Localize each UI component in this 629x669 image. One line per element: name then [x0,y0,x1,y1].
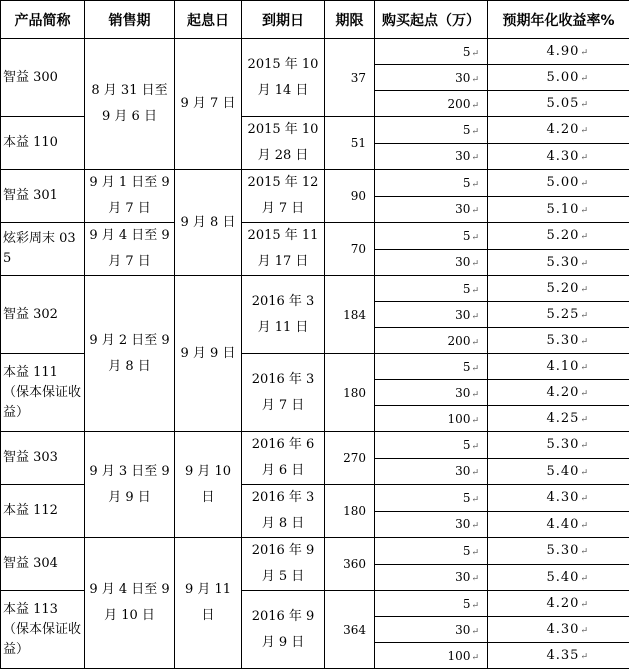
min-purchase-cell [375,511,488,538]
paragraph-mark-icon: ↵ [580,363,589,373]
product-name-cell: 智益 301 [1,170,85,223]
expected-rate-cell [488,91,629,117]
duration-cell: 360 [325,538,375,591]
paragraph-mark-icon: ↵ [580,574,589,584]
expected-rate-cell [488,39,629,65]
paragraph-mark-icon: ↵ [580,521,589,531]
expected-rate-cell [488,432,629,459]
expected-rate-value: 4.25 [547,411,580,426]
paragraph-mark-icon: ↵ [580,285,589,295]
header-value-date: 起息日 [175,1,242,39]
header-expected-rate: 预期年化收益率% [488,1,629,39]
paragraph-mark-icon: ↵ [471,75,479,85]
paragraph-mark-icon: ↵ [580,441,589,451]
paragraph-mark-icon: ↵ [471,627,479,637]
paragraph-mark-icon: ↵ [580,179,589,189]
expected-rate-cell [488,249,629,276]
expected-rate-value: 5.30 [547,333,580,348]
paragraph-mark-icon: ↵ [471,468,479,478]
expected-rate-cell [488,380,629,406]
table-row [1,170,629,197]
expected-rate-cell [488,643,629,669]
value-date-cell: 9 月 11 日 [175,538,242,669]
expected-rate-value: 4.20 [547,596,580,611]
product-name-cell: 智益 304 [1,538,85,591]
expected-rate-value: 5.30 [547,255,580,270]
min-purchase-value: 30 [455,464,470,478]
min-purchase-cell [375,643,488,669]
min-purchase-value: 30 [455,71,470,85]
min-purchase-value: 5 [463,597,471,611]
paragraph-mark-icon: ↵ [471,390,479,400]
expected-rate-value: 4.20 [547,385,580,400]
maturity-date-cell: 2016 年 3 月 11 日 [242,276,325,354]
duration-cell: 270 [325,432,375,485]
duration-cell: 90 [325,170,375,223]
min-purchase-cell [375,223,488,250]
maturity-date-cell: 2015 年 11 月 17 日 [242,223,325,276]
expected-rate-value: 4.90 [547,44,580,59]
min-purchase-value: 30 [455,517,470,531]
min-purchase-cell [375,302,488,328]
maturity-date-cell: 2016 年 9 月 9 日 [242,591,325,669]
expected-rate-cell [488,117,629,144]
min-purchase-cell [375,538,488,565]
min-purchase-cell [375,564,488,591]
paragraph-mark-icon: ↵ [580,74,589,84]
paragraph-mark-icon: ↵ [471,180,479,190]
value-date-cell: 9 月 7 日 [175,39,242,170]
min-purchase-value: 30 [455,570,470,584]
duration-cell: 364 [325,591,375,669]
expected-rate-cell [488,406,629,432]
product-name-cell: 本益 113 （保本保证收益） [1,591,85,669]
expected-rate-value: 5.10 [547,202,580,217]
min-purchase-cell [375,485,488,512]
paragraph-mark-icon: ↵ [580,547,589,557]
paragraph-mark-icon: ↵ [471,101,479,111]
expected-rate-value: 5.30 [547,437,580,452]
expected-rate-cell [488,302,629,328]
expected-rate-cell [488,143,629,170]
min-purchase-value: 30 [455,623,470,637]
sale-period-cell: 9 月 3 日至 9 月 9 日 [85,432,175,538]
paragraph-mark-icon: ↵ [580,311,589,321]
table-body [1,39,629,669]
expected-rate-cell [488,223,629,250]
paragraph-mark-icon: ↵ [471,653,479,663]
min-purchase-value: 5 [463,176,471,190]
expected-rate-value: 4.30 [547,490,580,505]
expected-rate-cell [488,196,629,223]
expected-rate-cell [488,276,629,302]
expected-rate-value: 4.30 [547,622,580,637]
expected-rate-cell [488,65,629,91]
min-purchase-cell [375,196,488,223]
paragraph-mark-icon: ↵ [580,100,589,110]
maturity-date-cell: 2016 年 9 月 5 日 [242,538,325,591]
product-name-cell: 本益 111 （保本保证收益） [1,354,85,432]
product-name-cell: 智益 302 [1,276,85,354]
paragraph-mark-icon: ↵ [471,364,479,374]
expected-rate-cell [488,328,629,354]
paragraph-mark-icon: ↵ [471,233,479,243]
expected-rate-cell [488,458,629,485]
min-purchase-value: 200 [448,97,471,111]
duration-cell: 37 [325,39,375,117]
paragraph-mark-icon: ↵ [471,601,479,611]
expected-rate-value: 5.40 [547,570,580,585]
paragraph-mark-icon: ↵ [471,153,479,163]
header-duration: 期限 [325,1,375,39]
min-purchase-value: 5 [463,45,471,59]
duration-cell: 184 [325,276,375,354]
duration-cell: 180 [325,485,375,538]
paragraph-mark-icon: ↵ [580,153,589,163]
expected-rate-cell [488,617,629,643]
paragraph-mark-icon: ↵ [471,312,479,322]
sale-period-cell: 9 月 4 日至 9 月 7 日 [85,223,175,276]
table-row [1,538,629,565]
paragraph-mark-icon: ↵ [580,600,589,610]
maturity-date-cell: 2016 年 6 月 6 日 [242,432,325,485]
paragraph-mark-icon: ↵ [580,626,589,636]
sale-period-cell: 9 月 1 日至 9 月 7 日 [85,170,175,223]
min-purchase-value: 100 [448,649,471,663]
paragraph-mark-icon: ↵ [471,286,479,296]
min-purchase-value: 30 [455,386,470,400]
product-name-cell: 智益 300 [1,39,85,117]
maturity-date-cell: 2016 年 3 月 8 日 [242,485,325,538]
expected-rate-cell [488,485,629,512]
paragraph-mark-icon: ↵ [471,338,479,348]
value-date-cell: 9 月 10 日 [175,432,242,538]
min-purchase-cell [375,91,488,117]
table-row [1,39,629,65]
paragraph-mark-icon: ↵ [580,494,589,504]
expected-rate-cell [488,591,629,617]
paragraph-mark-icon: ↵ [580,652,589,662]
expected-rate-value: 5.20 [547,228,580,243]
expected-rate-value: 4.30 [547,149,580,164]
min-purchase-cell [375,249,488,276]
min-purchase-value: 5 [463,491,471,505]
min-purchase-cell [375,65,488,91]
paragraph-mark-icon: ↵ [471,521,479,531]
value-date-cell: 9 月 8 日 [175,170,242,276]
table-row [1,223,629,250]
maturity-date-cell: 2015 年 12 月 7 日 [242,170,325,223]
paragraph-mark-icon: ↵ [580,389,589,399]
min-purchase-value: 30 [455,202,470,216]
min-purchase-value: 5 [463,360,471,374]
min-purchase-value: 5 [463,438,471,452]
paragraph-mark-icon: ↵ [580,48,589,58]
paragraph-mark-icon: ↵ [580,337,589,347]
paragraph-mark-icon: ↵ [580,415,589,425]
min-purchase-value: 200 [448,334,471,348]
min-purchase-value: 5 [463,282,471,296]
sale-period-cell: 9 月 4 日至 9 月 10 日 [85,538,175,669]
paragraph-mark-icon: ↵ [471,548,479,558]
expected-rate-value: 5.20 [547,281,580,296]
expected-rate-value: 4.40 [547,517,580,532]
min-purchase-cell [375,617,488,643]
min-purchase-cell [375,380,488,406]
header-min-purchase: 购买起点（万） [375,1,488,39]
paragraph-mark-icon: ↵ [471,127,479,137]
expected-rate-value: 4.35 [547,648,580,663]
expected-rate-cell [488,354,629,380]
paragraph-mark-icon: ↵ [471,495,479,505]
table-row [1,276,629,302]
min-purchase-cell [375,39,488,65]
expected-rate-value: 4.10 [547,359,580,374]
maturity-date-cell: 2016 年 3 月 7 日 [242,354,325,432]
paragraph-mark-icon: ↵ [471,49,479,59]
min-purchase-cell [375,406,488,432]
expected-rate-value: 5.40 [547,464,580,479]
min-purchase-cell [375,170,488,197]
expected-rate-cell [488,538,629,565]
product-name-cell: 智益 303 [1,432,85,485]
expected-rate-cell [488,511,629,538]
header-product-name: 产品简称 [1,1,85,39]
duration-cell: 51 [325,117,375,170]
min-purchase-value: 30 [455,255,470,269]
expected-rate-value: 5.00 [547,175,580,190]
min-purchase-cell [375,458,488,485]
min-purchase-value: 100 [448,412,471,426]
min-purchase-cell [375,354,488,380]
expected-rate-value: 5.05 [547,96,580,111]
value-date-cell: 9 月 9 日 [175,276,242,432]
min-purchase-cell [375,432,488,459]
min-purchase-value: 5 [463,229,471,243]
product-name-cell: 炫彩周末 035 [1,223,85,276]
expected-rate-value: 5.30 [547,543,580,558]
product-name-cell: 本益 112 [1,485,85,538]
min-purchase-value: 5 [463,123,471,137]
sale-period-cell: 9 月 2 日至 9 月 8 日 [85,276,175,432]
expected-rate-value: 4.20 [547,122,580,137]
paragraph-mark-icon: ↵ [471,259,479,269]
product-name-cell: 本益 110 [1,117,85,170]
table-row [1,432,629,459]
min-purchase-value: 30 [455,308,470,322]
header-sale-period: 销售期 [85,1,175,39]
paragraph-mark-icon: ↵ [580,206,589,216]
duration-cell: 70 [325,223,375,276]
expected-rate-cell [488,564,629,591]
paragraph-mark-icon: ↵ [471,574,479,584]
expected-rate-cell [488,170,629,197]
header-row [1,1,629,39]
paragraph-mark-icon: ↵ [580,259,589,269]
min-purchase-cell [375,117,488,144]
duration-cell: 180 [325,354,375,432]
paragraph-mark-icon: ↵ [580,468,589,478]
expected-rate-value: 5.25 [547,307,580,322]
min-purchase-cell [375,328,488,354]
paragraph-mark-icon: ↵ [471,206,479,216]
paragraph-mark-icon: ↵ [580,126,589,136]
min-purchase-cell [375,591,488,617]
min-purchase-cell [375,143,488,170]
paragraph-mark-icon: ↵ [471,442,479,452]
expected-rate-value: 5.00 [547,70,580,85]
sale-period-cell: 8 月 31 日至 9 月 6 日 [85,39,175,170]
min-purchase-cell [375,276,488,302]
min-purchase-value: 5 [463,544,471,558]
maturity-date-cell: 2015 年 10 月 14 日 [242,39,325,117]
paragraph-mark-icon: ↵ [580,232,589,242]
min-purchase-value: 30 [455,149,470,163]
maturity-date-cell: 2015 年 10 月 28 日 [242,117,325,170]
paragraph-mark-icon: ↵ [471,416,479,426]
header-maturity-date: 到期日 [242,1,325,39]
